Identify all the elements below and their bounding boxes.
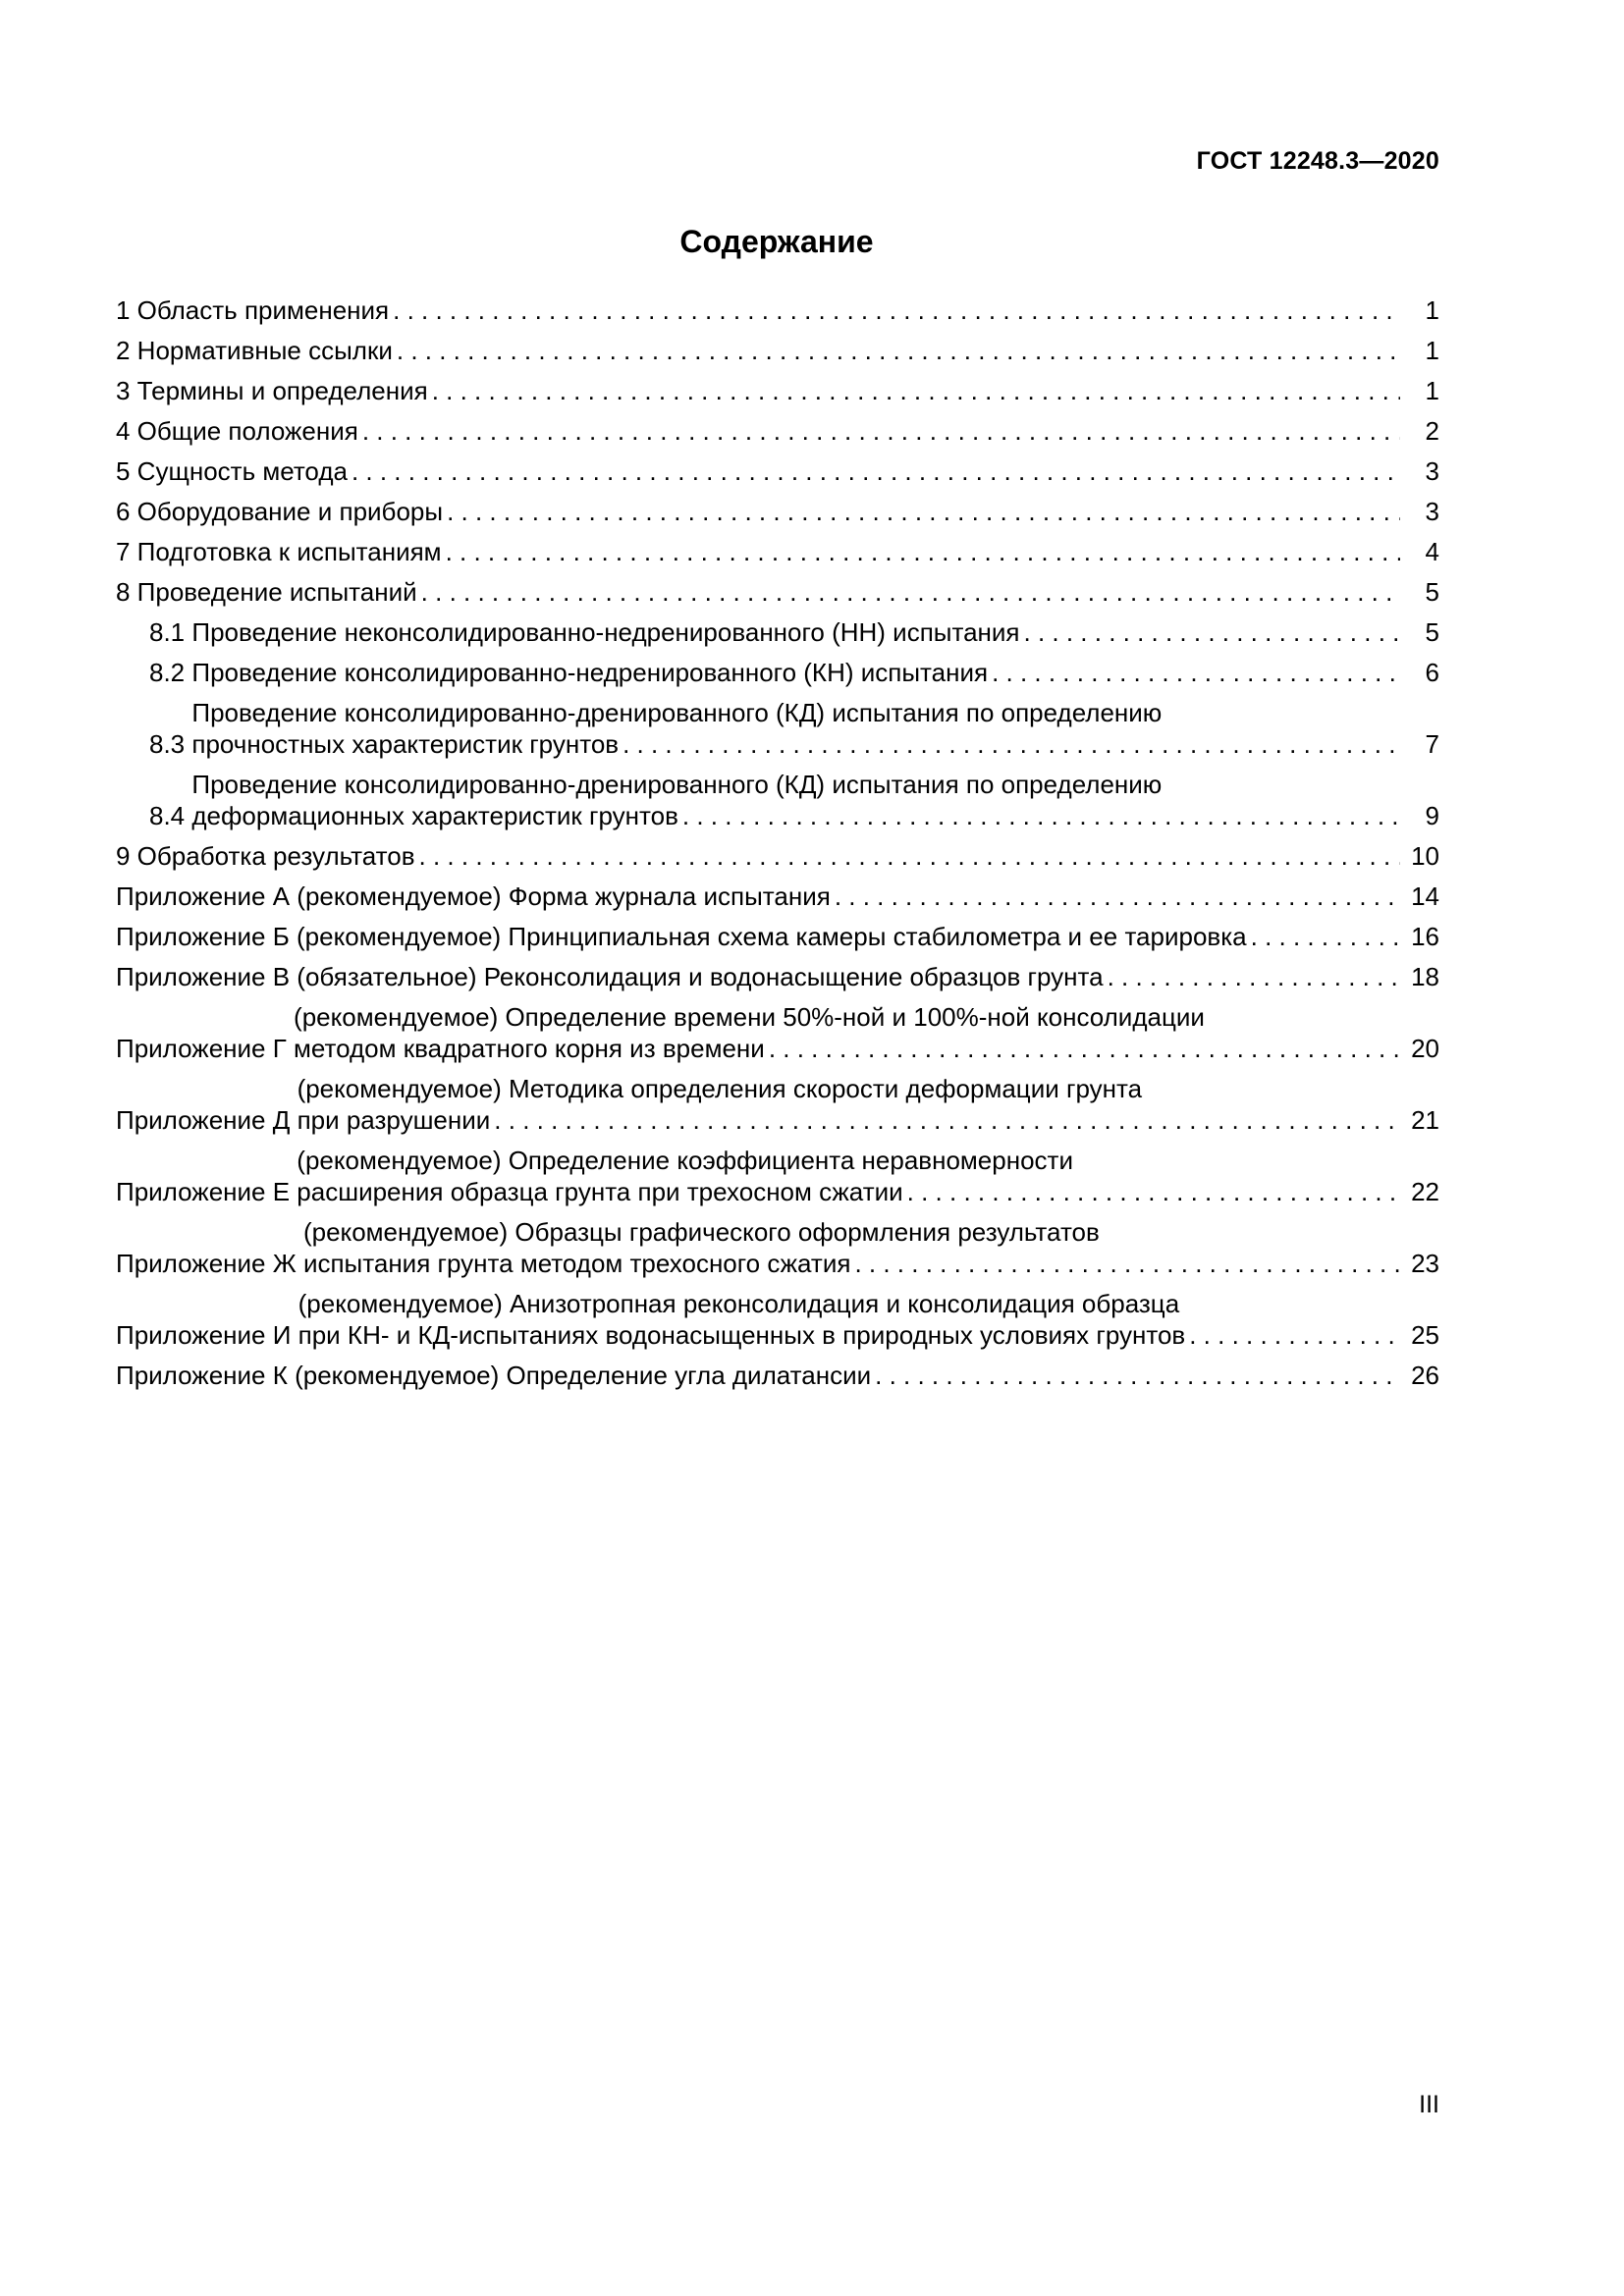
- dot-leader: [678, 800, 1400, 831]
- dot-leader: [443, 496, 1400, 527]
- toc-entry-page: 5: [1425, 617, 1439, 647]
- toc-entry-title-line: (рекомендуемое) Методика определения скорости деформации грунта: [297, 1074, 1143, 1103]
- toc-entry-title: (рекомендуемое) Принципиальная схема камеры стабилометра и ее тарировка: [297, 922, 1247, 951]
- toc-entry[interactable]: [116, 1001, 1439, 1064]
- toc-entry[interactable]: [116, 415, 1439, 447]
- toc-entry-page: 14: [1411, 881, 1439, 911]
- toc-entry-title-line: Проведение консолидированно-дренированного (КД) испытания по определению: [191, 698, 1163, 727]
- toc-entry-title: при КН- и КД-испытаниях водонасыщенных в природных условиях грунтов: [298, 1320, 1186, 1350]
- toc-entry[interactable]: [116, 294, 1439, 326]
- dot-leader: [358, 415, 1400, 447]
- dot-leader: [765, 1033, 1400, 1064]
- toc-entry-page: 5: [1425, 577, 1439, 607]
- toc-entry-page: 4: [1425, 537, 1439, 566]
- toc-entry-page: 1: [1425, 336, 1439, 365]
- toc-entry-number: 8.1: [149, 617, 192, 647]
- toc-entry[interactable]: [116, 697, 1439, 760]
- toc-entry-title: 2 Нормативные ссылки: [116, 336, 393, 365]
- toc-entry-title-line: (рекомендуемое) Образцы графического оформления результатов: [302, 1217, 1100, 1247]
- toc-entry-number: Приложение Е: [116, 1177, 298, 1206]
- toc-entry-number: Приложение В: [116, 962, 298, 991]
- toc-entry-page: 20: [1411, 1034, 1439, 1063]
- toc-entry-title: (рекомендуемое) Определение угла дилатансии: [295, 1361, 872, 1390]
- toc-entry-page: 16: [1411, 922, 1439, 951]
- toc-entry-title: 6 Оборудование и приборы: [116, 497, 444, 526]
- toc-entry-title: при разрушении: [297, 1105, 491, 1135]
- dot-leader: [415, 840, 1400, 872]
- toc-entry[interactable]: [116, 881, 1439, 912]
- toc-entry[interactable]: [116, 375, 1439, 406]
- toc-entry[interactable]: [116, 961, 1439, 992]
- toc-entry-title-line: Проведение консолидированно-дренированного (КД) испытания по определению: [191, 770, 1163, 799]
- toc-entry-title: 1 Область применения: [116, 295, 390, 325]
- table-of-contents: [116, 294, 1439, 1400]
- toc-entry-title: 3 Термины и определения: [116, 376, 428, 405]
- toc-entry[interactable]: [116, 769, 1439, 831]
- toc-entry-title: Проведение неконсолидированно-недренированного (НН) испытания: [191, 617, 1020, 647]
- dot-leader: [389, 294, 1400, 326]
- toc-entry[interactable]: [116, 616, 1439, 648]
- document-designation: ГОСТ 12248.3—2020: [1196, 147, 1439, 175]
- dot-leader: [1020, 616, 1400, 648]
- toc-entry[interactable]: [116, 921, 1439, 952]
- toc-entry-number: Приложение Г: [116, 1034, 295, 1063]
- toc-entry-title: испытания грунта методом трехосного сжатия: [302, 1249, 851, 1278]
- toc-entry-page: 3: [1425, 456, 1439, 486]
- toc-entry[interactable]: [116, 576, 1439, 608]
- toc-entry-title: прочностных характеристик грунтов: [191, 729, 620, 759]
- dot-leader: [1185, 1319, 1400, 1351]
- toc-entry-page: 26: [1411, 1361, 1439, 1390]
- toc-entry-title: (рекомендуемое) Форма журнала испытания: [297, 881, 831, 911]
- toc-entry-page: 18: [1411, 962, 1439, 991]
- toc-entry-title-line: (рекомендуемое) Определение времени 50%-ной и 100%-ной консолидации: [294, 1002, 1205, 1032]
- dot-leader: [988, 657, 1400, 688]
- toc-entry-number: Приложение Д: [116, 1105, 298, 1135]
- toc-entry-title: расширения образца грунта при трехосном сжатии: [297, 1177, 903, 1206]
- toc-entry[interactable]: [116, 657, 1439, 688]
- toc-entry[interactable]: [116, 455, 1439, 487]
- toc-entry-number: 8.2: [149, 658, 192, 687]
- toc-entry-number: Приложение А: [116, 881, 298, 911]
- dot-leader: [393, 335, 1400, 366]
- toc-entry[interactable]: [116, 1216, 1439, 1279]
- toc-entry[interactable]: [116, 496, 1439, 527]
- toc-entry-number: Приложение К: [116, 1361, 296, 1390]
- dot-leader: [1104, 961, 1400, 992]
- dot-leader: [903, 1176, 1400, 1207]
- toc-entry-page: 3: [1425, 497, 1439, 526]
- dot-leader: [871, 1360, 1400, 1391]
- toc-entry-number: 8.3: [149, 729, 192, 759]
- toc-entry-title: 8 Проведение испытаний: [116, 577, 417, 607]
- toc-entry-page: 6: [1425, 658, 1439, 687]
- toc-entry-title: (обязательное) Реконсолидация и водонасыщение образцов грунта: [297, 962, 1104, 991]
- toc-entry-page: 23: [1411, 1249, 1439, 1278]
- toc-entry-page: 1: [1425, 295, 1439, 325]
- dot-leader: [428, 375, 1400, 406]
- dot-leader: [417, 576, 1400, 608]
- dot-leader: [831, 881, 1400, 912]
- toc-entry-page: 9: [1425, 801, 1439, 830]
- toc-entry[interactable]: [116, 335, 1439, 366]
- dot-leader: [619, 728, 1400, 760]
- toc-title: Содержание: [679, 224, 874, 259]
- dot-leader: [850, 1248, 1400, 1279]
- dot-leader: [1247, 921, 1400, 952]
- toc-entry[interactable]: [116, 1360, 1439, 1391]
- toc-entry-page: 21: [1411, 1105, 1439, 1135]
- dot-leader: [490, 1104, 1400, 1136]
- toc-entry-title: деформационных характеристик грунтов: [191, 801, 678, 830]
- toc-entry-title: методом квадратного корня из времени: [294, 1034, 765, 1063]
- toc-entry-page: 22: [1411, 1177, 1439, 1206]
- toc-entry-title: 7 Подготовка к испытаниям: [116, 537, 442, 566]
- toc-entry-title: Проведение консолидированно-недренированного (КН) испытания: [191, 658, 989, 687]
- page-number: III: [1419, 2091, 1439, 2118]
- toc-entry-title: 9 Обработка результатов: [116, 841, 415, 871]
- toc-entry-title-line: (рекомендуемое) Анизотропная реконсолидация и консолидация образца: [298, 1289, 1180, 1318]
- dot-leader: [442, 536, 1400, 567]
- toc-entry[interactable]: [116, 1145, 1439, 1207]
- toc-entry-page: 25: [1411, 1320, 1439, 1350]
- toc-entry-title-line: (рекомендуемое) Определение коэффициента неравномерности: [297, 1146, 1073, 1175]
- toc-entry-page: 2: [1425, 416, 1439, 446]
- toc-entry-title: 4 Общие положения: [116, 416, 358, 446]
- toc-entry[interactable]: [116, 536, 1439, 567]
- toc-entry-page: 1: [1425, 376, 1439, 405]
- toc-entry-number: Приложение И: [116, 1320, 298, 1350]
- toc-entry-number: Приложение Ж: [116, 1249, 303, 1278]
- toc-entry-number: Приложение Б: [116, 922, 298, 951]
- dot-leader: [348, 455, 1400, 487]
- toc-entry-title: 5 Сущность метода: [116, 456, 348, 486]
- toc-entry-page: 10: [1411, 841, 1439, 871]
- toc-entry[interactable]: [116, 1288, 1439, 1351]
- toc-entry[interactable]: [116, 840, 1439, 872]
- toc-entry-page: 7: [1425, 729, 1439, 759]
- toc-entry[interactable]: [116, 1073, 1439, 1136]
- toc-entry-number: 8.4: [149, 801, 192, 830]
